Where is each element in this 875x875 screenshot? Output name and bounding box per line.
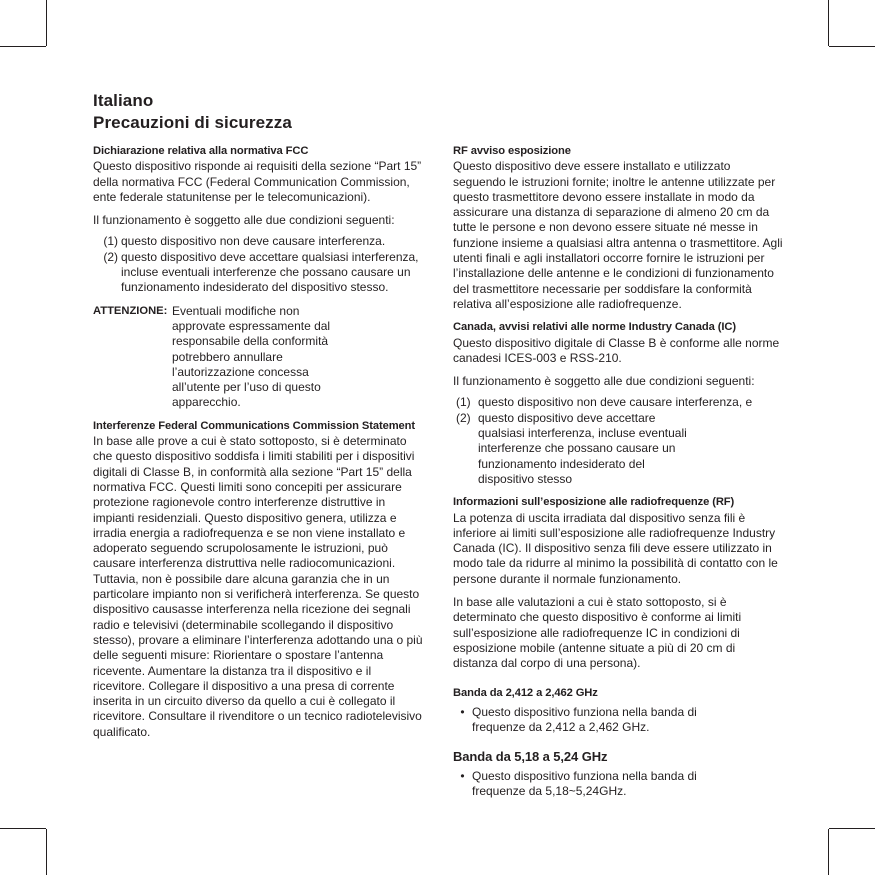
band2-bullet: • Questo dispositivo funziona nella banda di frequenze da 5,18~5,24GHz.: [453, 769, 783, 800]
band2-heading: Banda da 5,18 a 5,24 GHz: [453, 749, 608, 765]
interference-paragraph: In base alle prove a cui è stato sottoposto, si è determinato che questo dispositivo soddisfa i limiti stabiliti per i dispositivi digitali di Classe B, in conformità alla sezione “Part 15” della normativa FCC. Questi limiti sono concepiti per assicurare protezione ragionevole contro interferenze distruttive in impianti residenziali. Questo dispositivo genera, utilizza e irradia energia a radiofrequenza e se non viene installato e adoperato seguendo scrupolosamente le istruzioni, può causare interferenza distruttiva nelle radiocomunicazioni. Tuttavia, non è possibile dare alcuna garanzia che in un particolare impianto non si verificherà interferenza. Se questo dispositivo causasse interferenza nella ricezione dei segnali radio e televisivi (determinabile scollegando il dispositivo stesso), provare a eliminare l’interferenza adottando una o più delle seguenti misure: Riorientare o spostare l’antenna ricevente. Aumentare la distanza tra il dispositivo e il ricevitore. Collegare il dispositivo a una presa di corrente inserita in un circuito diverso da quello a cui è collegato il ricevitore. Consultare il rivenditore o un tecnico radiotelevisivo qualificato.: [93, 434, 423, 739]
list-item-text: questo dispositivo deve accettare qualsiasi interferenza, incluse eventuali interferenze che possano causare un funzionamento indesiderato del dispositivo stesso.: [121, 249, 419, 295]
conditions-intro: Il funzionamento è soggetto alle due condizioni seguenti:: [453, 374, 755, 389]
crop-mark: [0, 828, 46, 829]
rf-info-heading: Informazioni sull’esposizione alle radiofrequenze (RF): [453, 496, 735, 509]
crop-mark: [46, 829, 47, 875]
list-item-number: (1): [103, 234, 118, 249]
warning-text: Eventuali modifiche non approvate espressamente dal responsabile della conformità potrebbero annullare l’autorizzazione concessa all’utente per l’uso di questo apparecchio.: [172, 303, 331, 410]
band1-bullet-text: Questo dispositivo funziona nella banda di frequenze da 2,412 a 2,462 GHz.: [472, 704, 697, 735]
band2-bullet-text: Questo dispositivo funziona nella banda di frequenze da 5,18~5,24GHz.: [472, 768, 697, 798]
crop-mark: [828, 0, 829, 46]
rf-info-paragraph-1: La potenza di uscita irradiata dal dispositivo senza fili è inferiore ai limiti sull’esposizione alle radiofrequenze Industry Canada (IC). Il dispositivo senza fili deve essere utilizzato in modo tale da ridurre al minimo la possibilità di contatto con le persone durante il normale funzionamento.: [453, 510, 778, 586]
crop-mark: [829, 46, 875, 47]
list-item-text: questo dispositivo non deve causare interferenza, e: [478, 395, 753, 410]
page-header: [93, 90, 292, 134]
fcc-heading: Dichiarazione relativa alla normativa FCC: [93, 145, 309, 157]
left-column: [93, 144, 425, 740]
rf-heading: RF avviso esposizione: [453, 145, 571, 157]
list-item-number: (1): [456, 395, 471, 410]
canada-paragraph: Questo dispositivo digitale di Classe B è conforme alle norme canadesi ICES-003 e RSS-210.: [453, 335, 780, 365]
right-column: [453, 144, 783, 799]
list-item-number: (2): [103, 249, 118, 264]
crop-mark: [0, 46, 46, 47]
list-item: [93, 250, 425, 296]
crop-mark: [46, 0, 47, 46]
conditions-list: [93, 234, 425, 295]
language-title: Italiano: [93, 91, 154, 110]
list-item-text: questo dispositivo deve accettare qualsiasi interferenza, incluse eventuali interferenze che possano causare un funzionamento indesiderato del dispositivo stesso: [478, 410, 687, 486]
crop-mark: [829, 828, 875, 829]
list-item-text: questo dispositivo non deve causare interferenza.: [121, 234, 386, 249]
list-item: [453, 395, 783, 410]
crop-mark: [828, 829, 829, 875]
canada-heading: Canada, avvisi relativi alle norme Industry Canada (IC): [453, 321, 736, 334]
warning-label: ATTENZIONE:: [93, 304, 168, 317]
band1-heading: Banda da 2,412 a 2,462 GHz: [453, 686, 598, 699]
band1-bullet: • Questo dispositivo funziona nella banda di frequenze da 2,412 a 2,462 GHz.: [453, 705, 783, 736]
interference-heading: Interferenze Federal Communications Commission Statement: [93, 419, 416, 432]
warning-block: [93, 304, 425, 411]
rf-paragraph: Questo dispositivo deve essere installato e utilizzato seguendo le istruzioni fornite; inoltre le antenne utilizzate per questo trasmettitore devono essere installate in modo da assicurare una distanza di separazione di almeno 20 cm da tutte le persone e non devono essere situate né messe in funzione insieme a qualsiasi altra antenna o trasmettitore. Agli utenti finali e agli installatori occorre fornire le istruzioni per l’installazione delle antenne e le condizioni di funzionamento del trasmettitore necessarie per soddisfare la conformità relativa all’esposizione alle radiofrequenze.: [453, 159, 783, 311]
fcc-paragraph: Questo dispositivo risponde ai requisiti della sezione “Part 15” della normativa FCC (Federal Communication Commission, ente federale statunitense per le telecomunicazioni).: [93, 159, 422, 204]
conditions-list: [453, 395, 783, 487]
list-item: [453, 411, 783, 487]
list-item: [93, 234, 425, 249]
conditions-intro: Il funzionamento è soggetto alle due condizioni seguenti:: [93, 213, 395, 228]
list-item-number: (2): [456, 410, 471, 425]
page-title: Precauzioni di sicurezza: [93, 113, 292, 132]
rf-info-paragraph-2: In base alle valutazioni a cui è stato sottoposto, si è determinato che questo dispositivo è conforme ai limiti sull’esposizione alle radiofrequenze IC in condizioni di esposizione mobile (antenne situate a più di 20 cm di distanza dal corpo di una persona).: [453, 595, 742, 671]
